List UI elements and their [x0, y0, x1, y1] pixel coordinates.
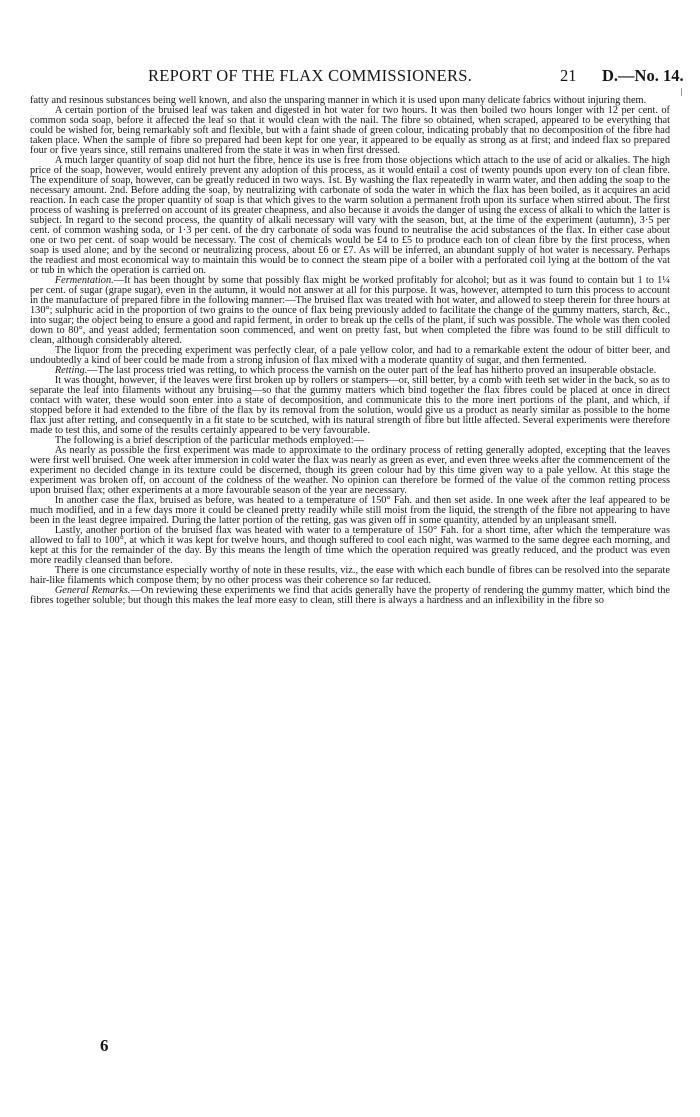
- paragraph-text: It was thought, however, if the leaves were first broken up by rollers or stampers—or, still better, by a comb with teeth set wider in the back, so as to separate the leaf into filaments without any bruising—so that the gummy matters which bind together the flax fibres could be placed at once in direct contact with water, these would soon enter into a state of decomposition, and communicate this to the more inert portions of the plant, and which, if stopped before it had extended to the fibre of the flax by its removal from the solution, would give us a product as nearly similar as possible to the home flax just after retting, and consequently in a fit state to be scutched, with its natural strength of fibre but little affected. Several experiments were therefore made to test this, and some of the results certainly appeared to be very favourable.: [30, 375, 670, 436]
- paragraph-text: Lastly, another portion of the bruised flax was heated with water to a temperature of 150° Fah. for a short time, after which the temperature was allowed to fall to 100°, at which it was kept for twelve hours, and though suffered to cool each night, was warmed to the same degree each morning, and kept at this for the remainder of the day. By this means the length of time which the operation required was greatly reduced, and the product was even more readily cleansed than before.: [30, 525, 670, 566]
- paragraph-text: As nearly as possible the first experiment was made to approximate to the ordinary process of retting generally adopted, excepting that the leaves were first well bruised. One week after immersion in cold water the flax was nearly as green as ever, and even three weeks after the commencement of the experiment no decided change in its texture could be discerned, though its green colour had by this time given way to a pale yellow. At this stage the experiment was broken off, on account of the coldness of the weather. No opinion can therefore be formed of the value of the common retting process upon bruised flax; other experiments at a more favourable season of the year are necessary.: [30, 445, 670, 496]
- document-reference: D.—No. 14.: [602, 66, 684, 85]
- paragraph-text: A much larger quantity of soap did not hurt the fibre, hence its use is free from those objections which attach to the use of acid or alkalies. The high price of the soap, however, would entirely prevent any adoption of this process, as it would entail a cost of twenty pounds upon every ton of clean fibre. The expenditure of soap, however, can be greatly reduced in two ways. 1st. By washing the flax repeatedly in warm water, and then adding the soap to the necessary amount. 2nd. Before adding the soap, by neutralizing with carbonate of soda the water in which the flax has been boiled, as it acquires an acid reaction. In each case the proper quantity of soap is that which gives to the warm solution a permanent froth upon its surface when stirred about. The first process of washing is preferred on account of its greater cheapness, and also because it avoids the danger of using the excess of alkali to which the latter is subject. In regard to the second process, the quantity of alkali necessary will vary with the season, but, at the time of the experiment (autumn), 3·5 per cent. of common washing soda, or 1·3 per cent. of the dry carbonate of soda was found to neutralise the acid substances of the flax. In either case about one or two per cent. of soap would be necessary. The cost of chemicals would be £4 to £5 to produce each ton of clean fibre by the first process, when soap is used alone; and by the second or neutralizing process, about £6 or £7. As will be inferred, an abundant supply of hot water is necessary. Perhaps the readiest and most economical way to maintain this would be to connect the steam pipe of a boiler with a perforated coil lying at the bottom of the vat or tub in which the operation is carried on.: [30, 155, 670, 276]
- paragraph: [30, 376, 670, 436]
- paragraph-text: In another case the flax, bruised as before, was heated to a temperature of 150° Fah. and then set aside. In one week after the leaf appeared to be much modified, and in a few days more it could be cleaned pretty readily while still moist from the liquid, the strength of the fibre not appearing to have been in the least degree impaired. During the latter portion of the retting, gas was given off in some quantity, attended by an unpleasant smell.: [30, 495, 670, 526]
- paragraph-lead: Fermentation.: [54, 275, 114, 286]
- paragraph: [30, 156, 670, 276]
- paragraph: [30, 586, 670, 606]
- paragraph-text: fatty and resinous substances being well known, and also the unsparing manner in which it is used upon many delicate fabrics without injuring them.: [30, 95, 647, 106]
- paragraph: [30, 276, 670, 346]
- paragraph-text: The following is a brief description of the particular methods employed:—: [54, 435, 364, 446]
- body-text: [30, 96, 670, 606]
- paragraph-text: —It has been thought by some that possibly flax might be worked profitably for alcohol; but as it was found to contain but 1 to 1¼ per cent. of sugar (grape sugar), even in the autumn, it would not answer at all for this purpose. It was, however, attempted to turn this process to account in the manufacture of prepared fibre in the following manner:—The bruised flax was treated with hot water, and allowed to steep therein for three hours at 130°; sulphuric acid in the proportion of two grains to the ounce of flax being previously added to facilitate the change of the gummy matters, starch, &c., into sugar; the object being to ensure a good and rapid ferment, in order to break up the cells of the plant, if such was possible. The whole was then cooled down to 80°, and yeast added; fermentation soon commenced, and went on pretty fast, but when completed the fibre was found to be still difficult to clean, although considerably altered.: [30, 275, 670, 346]
- paragraph-text: —On reviewing these experiments we find that acids generally have the property of rendering the gummy matter, which bind the fibres together soluble; but though this makes the leaf more easy to clean, still there is always a hardness and an inflexibility in the fibre so: [30, 585, 670, 606]
- paragraph-lead: General Remarks.: [54, 585, 131, 596]
- margin-mark: [681, 88, 682, 96]
- paragraph: [30, 346, 670, 366]
- running-header: [30, 66, 684, 86]
- paragraph-text: The liquor from the preceding experiment was perfectly clear, of a pale yellow color, and had to a remarkable extent the odour of bitter beer, and undoubtedly a kind of beer could be made from a strong infusion of flax mixed with a moderate quantity of sugar, and then fermented.: [30, 345, 670, 366]
- paragraph-text: There is one circumstance especially worthy of note in these results, viz., the ease with which each bundle of fibres can be resolved into the separate hair-like filaments which compose them; by no other process was their coherence so far reduced.: [30, 565, 670, 586]
- page-number: 21: [560, 66, 577, 85]
- paragraph-lead: Retting.: [54, 365, 88, 376]
- paragraph: [30, 526, 670, 566]
- paragraph: [30, 106, 670, 156]
- paragraph-text: —The last process tried was retting, to which process the varnish on the outer part of the leaf has hitherto proved an insuperable obstacle.: [87, 365, 657, 376]
- paragraph: [30, 566, 670, 586]
- paragraph-text: A certain portion of the bruised leaf was taken and digested in hot water for two hours. It was then boiled two hours longer with 12 per cent. of common soda soap, before it affected the leaf so that it would clean with the nail. The fibre so obtained, when scraped, appeared to be everything that could be wished for, being remarkably soft and flexible, but with a faint shade of green colour, indicating probably that no decomposition of the fibre had taken place. When the sample of fibre so prepared had been kept for one year, it appeared to be equally as strong as at first; and indeed flax so prepared four or five years since, still remains unaltered from the state it was in when first dressed.: [30, 105, 670, 156]
- page-title: REPORT OF THE FLAX COMMISSIONERS.: [148, 66, 473, 85]
- paragraph: [30, 446, 670, 496]
- paragraph: [30, 496, 670, 526]
- signature-mark: 6: [100, 1036, 109, 1055]
